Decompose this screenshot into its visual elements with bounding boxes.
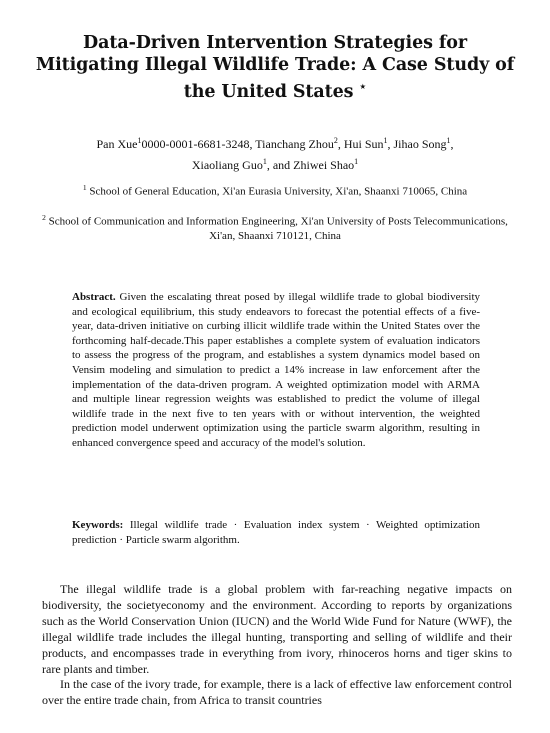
affiliation-text: School of Communication and Information Engineering, Xi'an University of Posts Telecommunications, Xi'an, Shaanxi 710121, China (48, 215, 508, 243)
affiliation-mark: 2 (42, 213, 46, 222)
abstract (72, 290, 480, 451)
affiliation-text: School of General Education, Xi'an Eurasia University, Xi'an, Shaanxi 710065, China (89, 185, 468, 198)
affiliation (30, 181, 520, 199)
abstract-label: Abstract. (72, 291, 116, 303)
author-name: Hui Sun (343, 137, 384, 151)
title-footnote-mark: ⋆ (359, 80, 367, 93)
author-name: Jihao Song (393, 137, 447, 151)
author-name: Xiaoliang Guo (191, 158, 263, 172)
author-name: Tianchang Zhou (255, 137, 334, 151)
author-affil-mark: 1 (137, 136, 142, 145)
keywords-text: Illegal wildlife trade · Evaluation index system · Weighted optimization prediction · Particle swarm algorithm. (72, 519, 480, 546)
keywords-label: Keywords: (72, 519, 124, 531)
author-affil-mark: 1 (262, 157, 267, 166)
author-orcid: 0000-0001-6681-3248 (141, 137, 250, 151)
author-affil-mark: 1 (383, 136, 388, 145)
keywords (72, 518, 480, 547)
body-text (42, 582, 512, 709)
author-name: Zhiwei Shao (293, 158, 355, 172)
paper-title (30, 32, 520, 103)
paper-title-text: Data-Driven Intervention Strategies for Mitigating Illegal Wildlife Trade: A Case Study of the United States (35, 33, 515, 102)
affiliation-mark: 1 (82, 183, 87, 192)
author-name: Pan Xue (96, 137, 138, 151)
author-affil-mark: 1 (446, 136, 451, 145)
author-affil-mark: 2 (333, 136, 338, 145)
body-paragraph: In the case of the ivory trade, for example, there is a lack of effective law enforcement control over the entire trade chain, from Africa to transit countries (42, 677, 512, 708)
abstract-text: Given the escalating threat posed by illegal wildlife trade to global biodiversity and ecological equilibrium, this study endeavors to forecast the potential effects of a five-year, data-driven initiative on curbing illicit wildlife trade within the United States over the forthcoming half-decade.This paper establishes a complete system of evaluation indicators to assess the progress of the program, and establishes a system dynamics model based on Vensim modeling and simulation to predict a 14% increase in law enforcement after the implementation of the data-driven program. A weighted optimization model with ARMA and multiple linear regression weights was established to predict the volume of illegal wildlife trade in the next five to ten years with or without intervention, the weighted prediction model underwent optimization using the particle swarm algorithm, resulting in enhanced convergence speed and accuracy of the model's solution. (72, 291, 481, 449)
body-paragraph: The illegal wildlife trade is a global problem with far-reaching negative impacts on biodiversity, the societyeconomy and the environment. According to reports by organizations such as the World Conservation Union (IUCN) and the World Wide Fund for Nature (WWF), the illegal wildlife trade includes the illegal hunting, transporting and selling of wildlife and their products, and encompasses trade in everything from ivory, rhinoceros horns and tiger skins to rare plants and timber. (42, 582, 512, 676)
affiliation (30, 211, 520, 244)
author-affil-mark: 1 (354, 157, 359, 166)
author-list: Pan Xue$^1$0000-0001-6681-3248, Tianchang Zhou$^2$, Hui Sun$^1$, Jihao Song$^1$, Xiaoliang Guo$^1$, and Zhiwei Shao$^1$ (96, 136, 454, 172)
